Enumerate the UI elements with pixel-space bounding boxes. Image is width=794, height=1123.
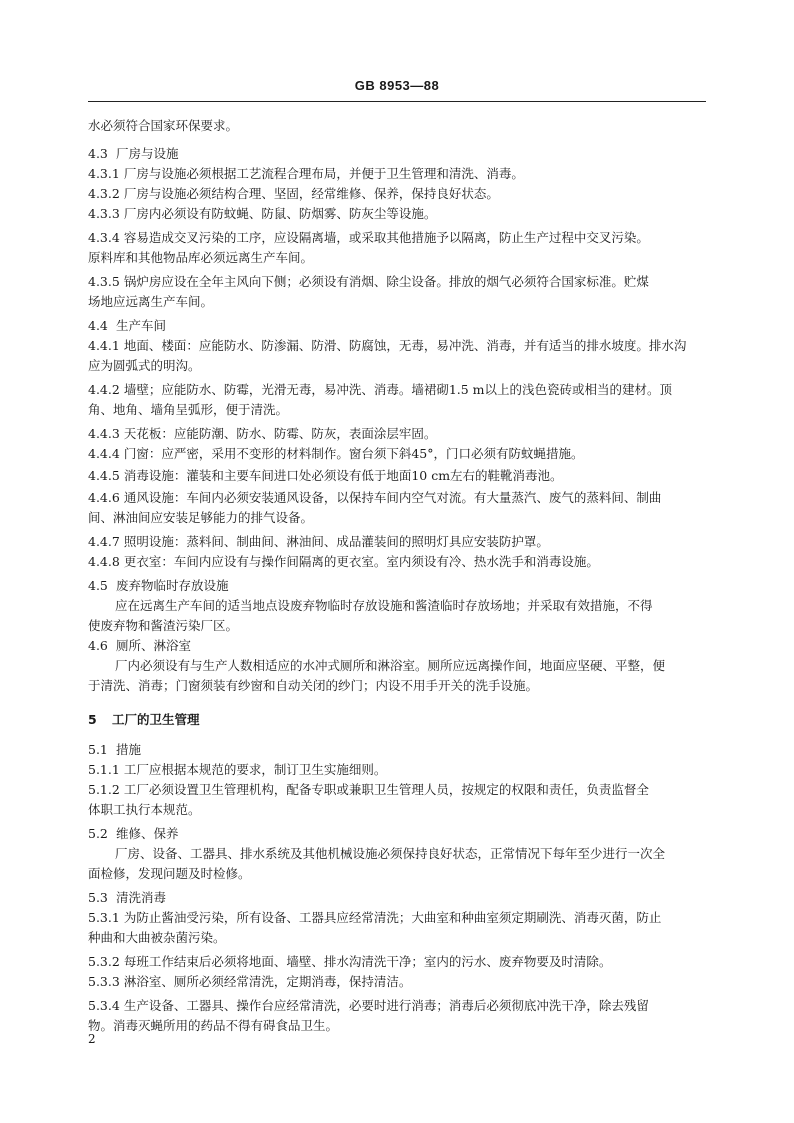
clause-number: 4.4: [88, 318, 108, 333]
clause-number: 5.3.2: [88, 954, 120, 969]
clause-text: 淋浴室、厕所必须经常清洗，定期消毒，保持清洁。: [123, 974, 412, 989]
text-line: [88, 446, 708, 462]
header-rule: [88, 101, 706, 102]
text-line: [88, 742, 708, 758]
clause-number: 4.4.4: [88, 446, 120, 461]
text-line: [88, 954, 708, 970]
clause-text: 厂内必须设有与生产人数相适应的水冲式厕所和淋浴室。厕所应远离操作间，地面应坚硬、平整，便: [115, 658, 666, 673]
clause-text: 地面、楼面：应能防水、防渗漏、防滑、防腐蚀，无毒，易冲洗、消毒，并有适当的排水坡度。排水沟: [123, 338, 687, 353]
clause-text: 容易造成交叉污染的工序，应设隔离墙，或采取其他措施予以隔离，防止生产过程中交叉污染。: [123, 230, 649, 245]
clause-text: 生产设备、工器具、操作台应经常清洗，必要时进行消毒；消毒后必须彻底冲洗干净，除去残留: [123, 998, 649, 1013]
clause-text: 每班工作结束后必须将地面、墙壁、排水沟清洗干净；室内的污水、废弃物要及时清除。: [123, 954, 612, 969]
text-line: [88, 338, 708, 354]
clause-text: 间、淋油间应安装足够能力的排气设备。: [88, 510, 314, 525]
text-line: [115, 846, 735, 862]
text-line: [88, 318, 708, 334]
clause-number: 5.3.4: [88, 998, 120, 1013]
clause-text: 门窗：应严密，采用不变形的材料制作。窗台须下斜45°，门口必须有防蚊蝇措施。: [123, 446, 584, 461]
clause-text: 应为圆弧式的明沟。: [88, 358, 201, 373]
clause-text: 厂房与设施: [116, 146, 179, 161]
text-line: [88, 802, 708, 818]
clause-number: 4.3.1: [88, 166, 120, 181]
clause-text: 工厂应根据本规范的要求，制订卫生实施细则。: [123, 762, 387, 777]
section-heading: [88, 712, 708, 728]
text-line: [88, 762, 708, 778]
text-line: [88, 826, 708, 842]
clause-number: 4.3.4: [88, 230, 120, 245]
text-line: [88, 554, 708, 570]
clause-text: 工厂必须设置卫生管理机构，配备专职或兼职卫生管理人员，按规定的权限和责任，负责监督全: [123, 782, 649, 797]
clause-text: 锅炉房应设在全年主风向下侧；必须设有消烟、除尘设备。排放的烟气必须符合国家标准。贮煤: [123, 274, 649, 289]
clause-text: 维修、保养: [116, 826, 179, 841]
text-line: [88, 930, 708, 946]
clause-text: 于清洗、消毒；门窗须装有纱窗和自动关闭的纱门；内设不用手开关的洗手设施。: [88, 678, 539, 693]
text-line: [88, 638, 708, 654]
clause-number: 4.4.5: [88, 468, 120, 483]
clause-text: 原料库和其他物品库必须远离生产车间。: [88, 250, 314, 265]
clause-text: 工厂的卫生管理: [112, 712, 200, 727]
clause-number: 4.6: [88, 638, 108, 653]
text-line: [88, 358, 708, 374]
text-line: [115, 658, 735, 674]
clause-text: 面检修，发现问题及时检修。: [88, 866, 251, 881]
clause-text: 厂房与设施必须结构合理、坚固，经常维修、保养，保持良好状态。: [123, 186, 499, 201]
text-line: [88, 468, 708, 484]
clause-text: 种曲和大曲被杂菌污染。: [88, 930, 226, 945]
clause-number: 4.3.2: [88, 186, 120, 201]
text-line: [88, 678, 708, 694]
clause-text: 使废弃物和酱渣污染厂区。: [88, 618, 239, 633]
text-line: [88, 782, 708, 798]
text-line: [88, 510, 708, 526]
page-number: 2: [88, 1032, 96, 1046]
clause-number: 5.3.3: [88, 974, 120, 989]
clause-number: 4.3.3: [88, 206, 120, 221]
clause-number: 5: [88, 712, 97, 727]
clause-text: 角、地角、墙角呈弧形，便于清洗。: [88, 402, 289, 417]
text-line: [88, 578, 708, 594]
text-line: [88, 426, 708, 442]
clause-text: 体职工执行本规范。: [88, 802, 201, 817]
text-line: [88, 274, 708, 290]
text-line: [88, 294, 708, 310]
clause-number: 5.3.1: [88, 910, 120, 925]
clause-text: 更衣室：车间内应设有与操作间隔离的更衣室。室内须设有冷、热水洗手和消毒设施。: [123, 554, 599, 569]
clause-text: 水必须符合国家环保要求。: [88, 118, 239, 133]
clause-number: 4.4.3: [88, 426, 120, 441]
clause-text: 厂房内必须设有防蚊蝇、防鼠、防烟雾、防灰尘等设施。: [123, 206, 437, 221]
text-line: [115, 598, 735, 614]
clause-text: 物。消毒灭蝇所用的药品不得有碍食品卫生。: [88, 1018, 339, 1033]
text-line: [88, 382, 708, 398]
clause-number: 5.1.2: [88, 782, 120, 797]
clause-text: 厂房、设备、工器具、排水系统及其他机械设施必须保持良好状态，正常情况下每年至少进行一次全: [115, 846, 666, 861]
text-line: [88, 186, 708, 202]
clause-number: 5.1: [88, 742, 108, 757]
text-line: [88, 250, 708, 266]
clause-number: 4.4.1: [88, 338, 120, 353]
clause-text: 通风设施：车间内必须安装通风设备，以保持车间内空气对流。有大量蒸汽、废气的蒸料间、制曲: [123, 490, 662, 505]
clause-number: 5.2: [88, 826, 108, 841]
text-line: [88, 206, 708, 222]
clause-number: 4.4.8: [88, 554, 120, 569]
clause-text: 墙壁；应能防水、防霉，光滑无毒，易冲洗、消毒。墙裙砌1.5 m以上的浅色瓷砖或相当的建材。顶: [123, 382, 673, 397]
text-line: [88, 866, 708, 882]
clause-number: 4.5: [88, 578, 108, 593]
clause-text: 厂房与设施必须根据工艺流程合理布局，并便于卫生管理和清洗、消毒。: [123, 166, 524, 181]
clause-text: 为防止酱油受污染，所有设备、工器具应经常清洗；大曲室和种曲室须定期刷洗、消毒灭菌，防止: [123, 910, 662, 925]
clause-text: 措施: [116, 742, 142, 757]
text-line: [88, 998, 708, 1014]
text-line: [88, 146, 708, 162]
clause-number: 5.3: [88, 890, 108, 905]
clause-text: 天花板：应能防潮、防水、防霉、防灰，表面涂层牢固。: [123, 426, 437, 441]
text-line: [88, 910, 708, 926]
text-line: [88, 890, 708, 906]
clause-number: 4.3.5: [88, 274, 120, 289]
text-line: [88, 118, 708, 134]
clause-text: 场地应远离生产车间。: [88, 294, 214, 309]
clause-number: 4.4.2: [88, 382, 120, 397]
clause-number: 4.4.6: [88, 490, 120, 505]
clause-text: 照明设施：蒸料间、制曲间、淋油间、成品灌装间的照明灯具应安装防护罩。: [123, 534, 549, 549]
text-line: [88, 230, 708, 246]
text-line: [88, 490, 708, 506]
clause-number: 4.3: [88, 146, 108, 161]
clause-text: 应在远离生产车间的适当地点设废弃物临时存放设施和酱渣临时存放场地；并采取有效措施，不得: [115, 598, 653, 613]
clause-text: 清洗消毒: [116, 890, 167, 905]
clause-text: 废弃物临时存放设施: [116, 578, 229, 593]
clause-text: 厕所、淋浴室: [116, 638, 192, 653]
text-line: [88, 1018, 708, 1034]
text-line: [88, 166, 708, 182]
text-line: [88, 618, 708, 634]
text-line: [88, 402, 708, 418]
clause-text: 消毒设施：灌装和主要车间进口处必须设有低于地面10 cm左右的鞋靴消毒池。: [123, 468, 563, 483]
clause-number: 4.4.7: [88, 534, 120, 549]
text-line: [88, 974, 708, 990]
clause-text: 生产车间: [116, 318, 167, 333]
document-code-header: GB 8953—88: [354, 78, 440, 93]
text-line: [88, 534, 708, 550]
clause-number: 5.1.1: [88, 762, 120, 777]
